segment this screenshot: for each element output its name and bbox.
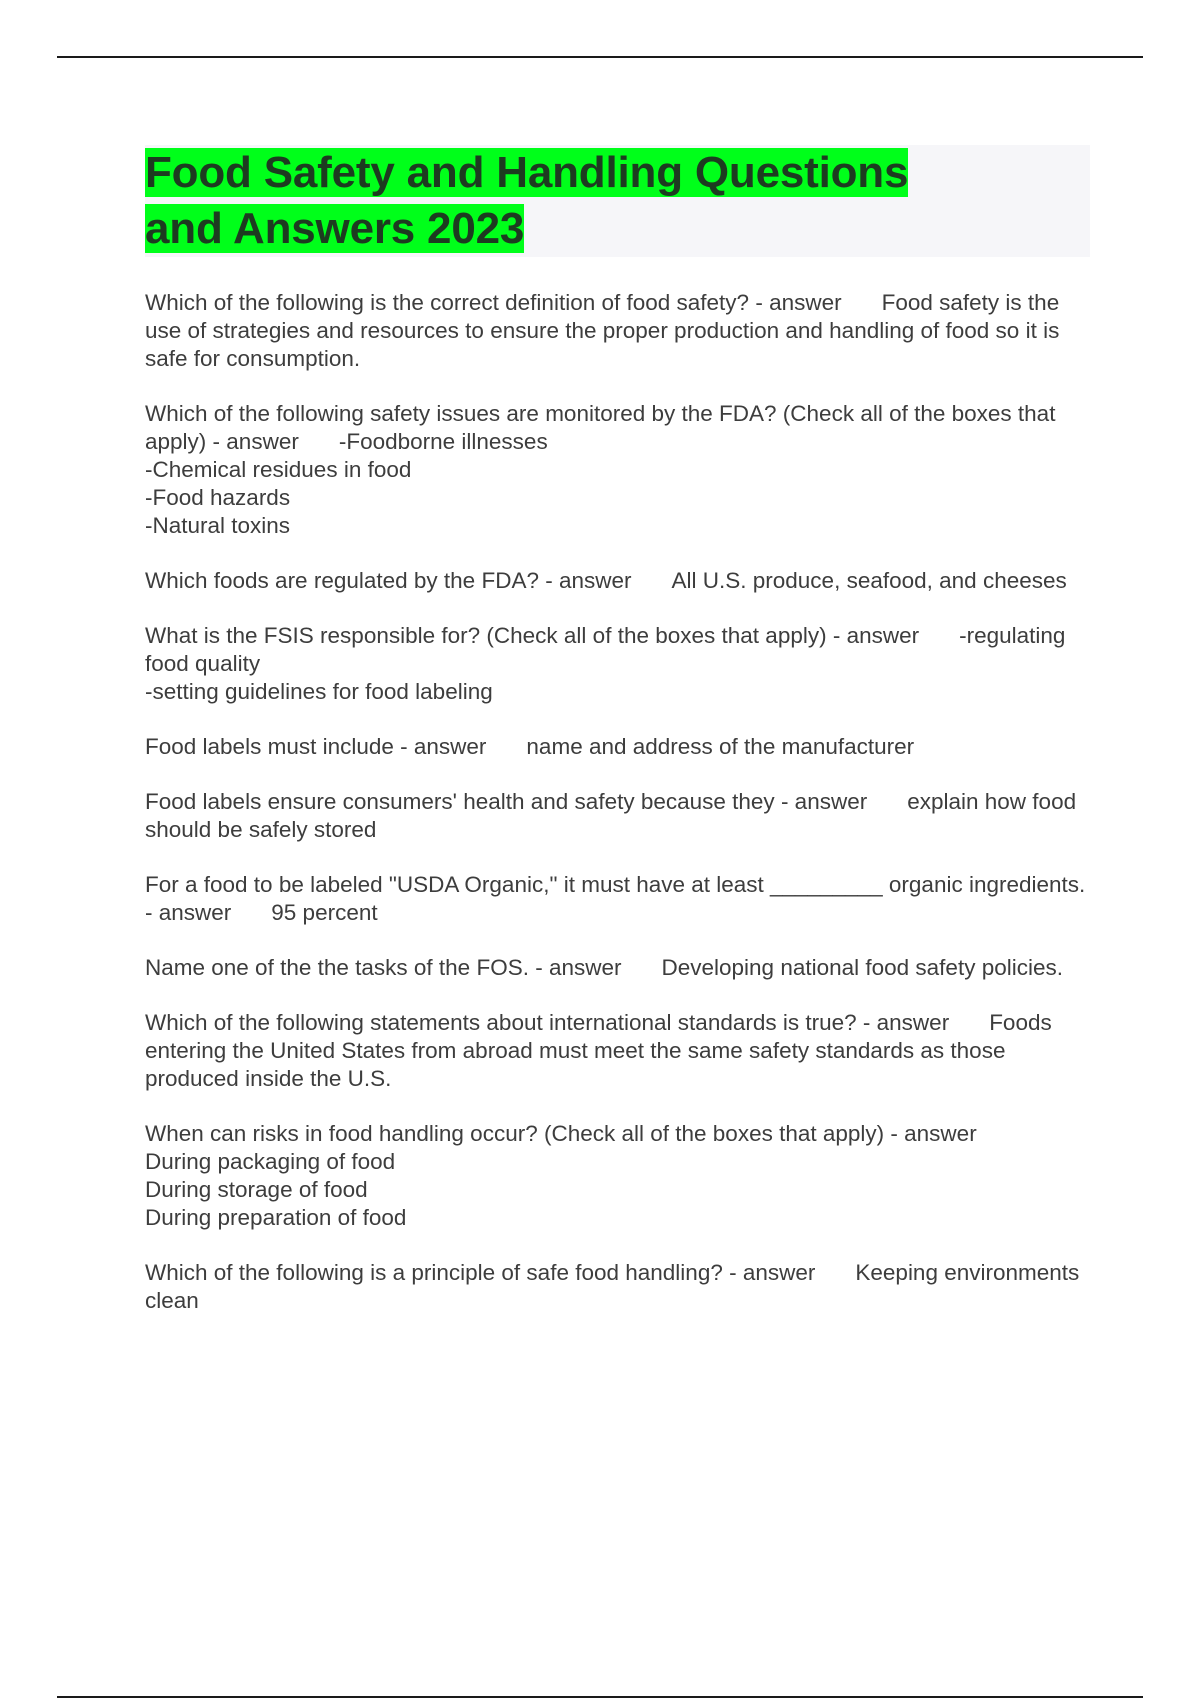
title-block [145, 145, 1090, 257]
question-text: Which foods are regulated by the FDA? [145, 568, 539, 593]
question-text: Which of the following is the correct definition of food safety? [145, 290, 750, 315]
question-text: For a food to be labeled "USDA Organic," it must have at least _________ organic ingredients. [145, 872, 1086, 897]
answer-separator: - answer [826, 623, 920, 648]
header-rule [57, 56, 1143, 58]
answer-separator: - answer [206, 429, 299, 454]
qa-item [145, 622, 1090, 706]
answer-separator: - answer [538, 568, 632, 593]
answer-text: 95 percent [271, 900, 378, 925]
answer-text: Food safety is the use of strategies and resources to ensure the proper production and handling of food so it is safe for consumption. [145, 290, 1066, 371]
answer-separator: - answer [145, 900, 232, 925]
answer-text: Foods entering the United States from abroad must meet the same safety standards as those produced inside the U.S. [145, 1010, 1058, 1091]
title-line-1: Food Safety and Handling Questions [145, 148, 909, 197]
document-body [145, 145, 1090, 1342]
question-text: Food labels must include [145, 734, 394, 759]
answer-line: During packaging of food [145, 1149, 396, 1174]
answer-line: -regulating food quality [145, 623, 1072, 676]
answer-text: explain how food should be safely stored [145, 789, 1083, 842]
answer-separator: - answer [393, 734, 487, 759]
answer-line: During preparation of food [145, 1205, 407, 1230]
qa-item [145, 567, 1090, 595]
answer-separator: - answer [722, 1260, 816, 1285]
answer-separator: - answer [749, 290, 842, 315]
qa-item [145, 954, 1090, 982]
question-text: Which of the following safety issues are monitored by the FDA? (Check all of the boxes that apply) [145, 401, 1062, 454]
answer-separator: - answer [528, 955, 622, 980]
question-text: Name one of the the tasks of the FOS. [145, 955, 529, 980]
title-line-2: and Answers 2023 [145, 204, 525, 253]
answer-text: Developing national food safety policies. [661, 955, 1063, 980]
qa-item [145, 289, 1090, 373]
answer-line: -Chemical residues in food [145, 457, 412, 482]
question-text: Which of the following statements about international standards is true? [145, 1010, 857, 1035]
answer-separator: - answer [774, 789, 868, 814]
answer-line: -Natural toxins [145, 513, 291, 538]
answer-line: -setting guidelines for food labeling [145, 679, 493, 704]
answer-line: -Foodborne illnesses [338, 429, 548, 454]
qa-item [145, 400, 1090, 540]
question-text: When can risks in food handling occur? (Check all of the boxes that apply) [145, 1121, 885, 1146]
question-text: Which of the following is a principle of safe food handling? [145, 1260, 723, 1285]
question-text: What is the FSIS responsible for? (Check all of the boxes that apply) [145, 623, 827, 648]
qa-item [145, 788, 1090, 844]
page-title [145, 145, 1090, 257]
answer-text: name and address of the manufacturer [526, 734, 915, 759]
answer-line: -Food hazards [145, 485, 291, 510]
qa-item [145, 1120, 1090, 1232]
qa-item [145, 1259, 1090, 1315]
answer-text: All U.S. produce, seafood, and cheeses [671, 568, 1067, 593]
answer-separator: - answer [856, 1010, 950, 1035]
qa-item [145, 871, 1090, 927]
footer-rule [57, 1696, 1143, 1698]
answer-separator: - answer [884, 1121, 977, 1146]
qa-item [145, 733, 1090, 761]
answer-line: During storage of food [145, 1177, 368, 1202]
qa-item [145, 1009, 1090, 1093]
question-text: Food labels ensure consumers' health and safety because they [145, 789, 775, 814]
answer-text: Keeping environments clean [145, 1260, 1086, 1313]
